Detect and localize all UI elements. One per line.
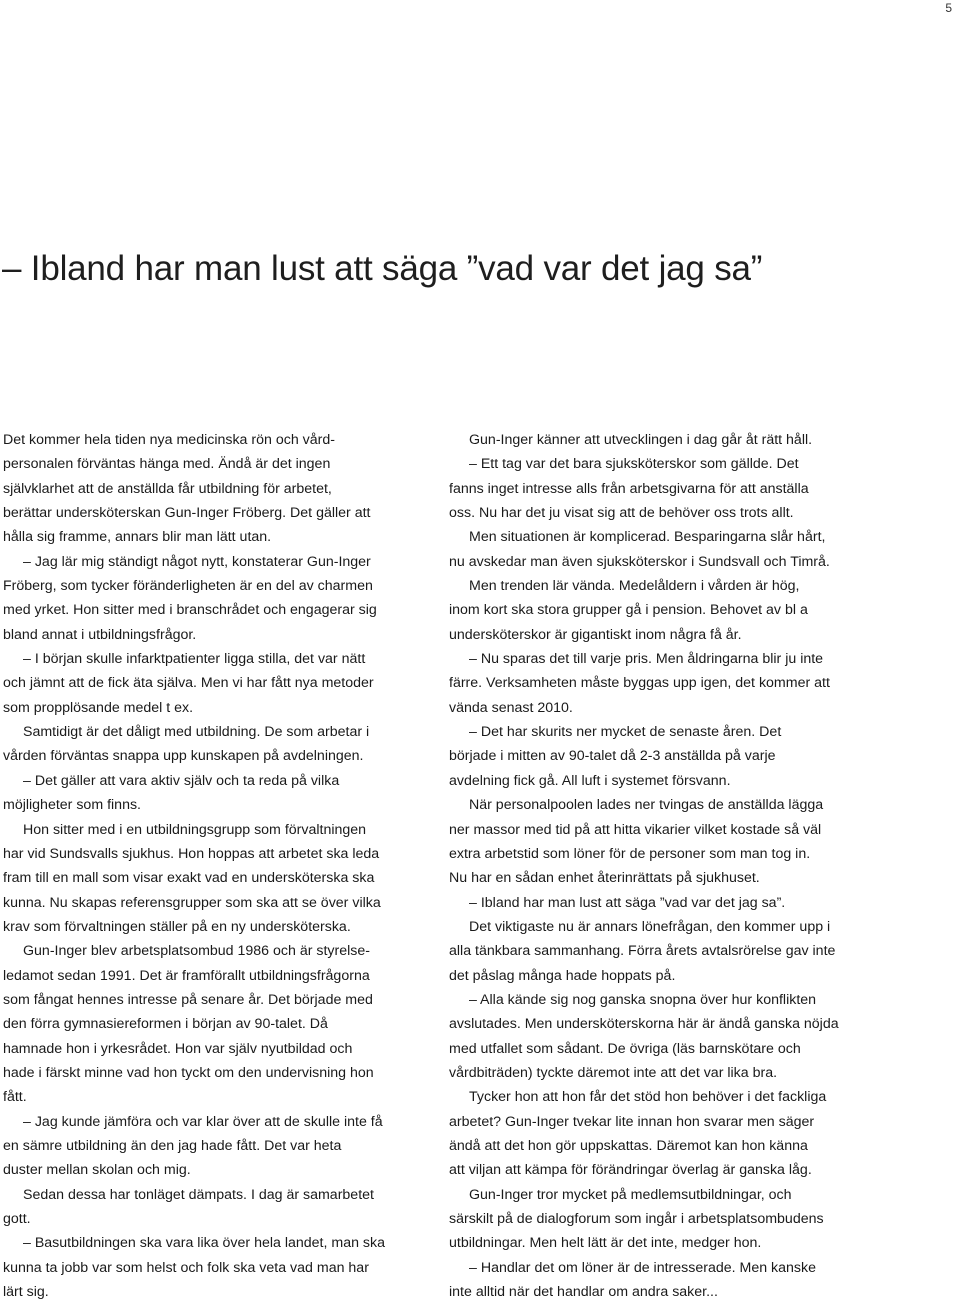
text-line: duster mellan skolan och mig. (3, 1162, 191, 1179)
text-line: vårdbiträden) tyckte däremot inte att det var lika bra. (449, 1064, 778, 1081)
text-line: – I början skulle infarktpatienter ligga stilla, det var nätt (23, 651, 366, 668)
text-line: avslutades. Men undersköterskorna här är ändå ganska nöjda (449, 1016, 839, 1033)
text-line: Gun-Inger blev arbetsplatsombud 1986 och är styrelse- (23, 943, 370, 960)
text-line: det påslag många hade hoppats på. (449, 967, 676, 984)
text-line: fram till en mall som visar exakt vad en undersköterska ska (3, 870, 375, 887)
text-line: som propplösande medel t ex. (3, 699, 194, 716)
text-line: kunna. Nu skapas referensgrupper som ska att se över vilka (3, 894, 381, 911)
text-line: oss. Nu har det ju visat sig att de behöver oss trots allt. (449, 505, 794, 522)
text-line: – Jag lär mig ständigt något nytt, konstaterar Gun-Inger (23, 553, 371, 570)
text-line: en sämre utbildning än den jag hade fått. Det var heta (3, 1137, 342, 1154)
text-line: undersköterskor är gigantiskt inom några få år. (449, 626, 742, 643)
text-line: med utfallet som sådant. De övriga (läs barnskötare och (449, 1040, 801, 1057)
text-line: Samtidigt är det dåligt med utbildning. De som arbetar i (23, 724, 370, 741)
text-line: – Det har skurits ner mycket de senaste åren. Det (469, 724, 782, 741)
text-line: – Basutbildningen ska vara lika över hela landet, man ska (23, 1235, 385, 1252)
text-line: arbetet? Gun-Inger tvekar lite innan hon svarar men säger (449, 1113, 815, 1130)
text-line: – Ett tag var det bara sjuksköterskor som gällde. Det (469, 456, 799, 473)
text-line: Nu har en sådan enhet återinrättats på sjukhuset. (449, 870, 760, 887)
text-line: Sedan dessa har tonläget dämpats. I dag är samarbetet (23, 1186, 374, 1203)
text-line: självklarhet att de anställda får utbildning för arbetet, (3, 480, 332, 497)
text-line: Men situationen är komplicerad. Besparingarna slår hårt, (469, 529, 826, 546)
text-line: att viljan att kämpa för förändringar överlag är ganska låg. (449, 1162, 812, 1179)
text-line: vända senast 2010. (449, 699, 573, 716)
text-line: den förra gymnasiereformen i början av 90-talet. Då (3, 1016, 328, 1033)
text-line: krav som förvaltningen ställer på en ny undersköterska. (3, 918, 351, 935)
text-line: hamnade hon i yrkesrådet. Hon var själv nyutbildad och (3, 1040, 353, 1057)
text-line: hålla sig framme, annars blir man lätt utan. (3, 529, 272, 546)
text-line: bland annat i utbildningsfrågor. (3, 626, 197, 643)
text-line: avdelning fick gå. All luft i systemet försvann. (449, 772, 731, 789)
text-line: och jämnt att de fick äta själva. Men vi har fått nya metoder (3, 675, 374, 692)
left-column (3, 428, 433, 1304)
text-line: – Det gäller att vara aktiv själv och ta reda på vilka (23, 772, 340, 789)
text-line: ner massor med tid på att hitta vikarier vilket kostade så väl (449, 821, 822, 838)
right-column (449, 428, 869, 1304)
text-line: färre. Verksamheten måste byggas upp igen, det kommer att (449, 675, 830, 692)
text-line: lärt sig. (3, 1284, 49, 1301)
text-line: – Jag kunde jämföra och var klar över att de skulle inte få (23, 1113, 383, 1130)
article-headline: – Ibland har man lust att säga ”vad var det jag sa” (2, 249, 763, 288)
text-line: nu avskedar man även sjuksköterskor i Sundsvall och Timrå. (449, 553, 830, 570)
text-line: – Handlar det om löner är de intresserade. Men kanske (469, 1259, 816, 1276)
text-line: ändå att det hon gör uppskattas. Däremot kan hon känna (449, 1137, 808, 1154)
text-line: Tycker hon att hon får det stöd hon behöver i det fackliga (469, 1089, 827, 1106)
text-line: inom kort ska stora grupper gå i pension. Behovet av bl a (449, 602, 808, 619)
text-line: utbildningar. Men helt lätt är det inte, medger hon. (449, 1235, 762, 1252)
text-line: vården förväntas snappa upp kunskapen på avdelningen. (3, 748, 364, 765)
text-line: Men trenden lär vända. Medelåldern i vården är hög, (469, 578, 800, 595)
text-line: Fröberg, som tycker föränderligheten är en del av charmen (3, 578, 373, 595)
text-line: som fångat hennes intresse på senare år. Det började med (3, 991, 373, 1008)
text-line: har vid Sundsvalls sjukhus. Hon hoppas att arbetet ska leda (3, 845, 380, 862)
text-line: – Ibland har man lust att säga ”vad var det jag sa”. (469, 894, 786, 911)
text-line: ledamot sedan 1991. Det är framförallt utbildningsfrågorna (3, 967, 370, 984)
page-number: 5 (945, 1, 952, 15)
text-line: fanns inget intresse alls från arbetsgivarna för att anställa (449, 480, 809, 497)
text-line: började i mitten av 90-talet då 2-3 anställda på varje (449, 748, 776, 765)
text-line: hade i färskt minne vad hon tyckt om den undervisning hon (3, 1064, 374, 1081)
text-line: Det kommer hela tiden nya medicinska rön och vård- (3, 432, 335, 448)
text-line: personalen förväntas hänga med. Ändå är det ingen (3, 456, 331, 473)
text-line: inte alltid när det handlar om andra saker... (449, 1284, 718, 1301)
text-line: möjligheter som finns. (3, 797, 141, 814)
text-line: fått. (3, 1089, 27, 1106)
text-line: gott. (3, 1211, 31, 1227)
text-line: – Nu sparas det till varje pris. Men åldringarna blir ju inte (469, 651, 824, 668)
text-line: Det viktigaste nu är annars lönefrågan, den kommer upp i (469, 918, 831, 935)
text-line: alla tänkbara sammanhang. Förra årets avtalsrörelse gav inte (449, 943, 836, 960)
text-line: med yrket. Hon sitter med i branschrådet och engagerar sig (3, 602, 377, 619)
text-line: Hon sitter med i en utbildningsgrupp som förvaltningen (23, 821, 367, 838)
text-line: Gun-Inger känner att utvecklingen i dag går åt rätt håll. (469, 432, 813, 448)
text-line: berättar undersköterskan Gun-Inger Fröberg. Det gäller att (3, 505, 371, 522)
text-line: – Alla kände sig nog ganska snopna över hur konflikten (469, 991, 817, 1008)
text-line: kunna ta jobb var som helst och folk ska veta vad man har (3, 1259, 369, 1276)
text-line: särskilt på de dialogforum som ingår i arbetsplatsombudens (449, 1211, 824, 1227)
text-line: Gun-Inger tror mycket på medlemsutbildningar, och (469, 1186, 792, 1203)
text-line: extra arbetstid som löner för de personer som man tog in. (449, 845, 811, 862)
text-line: När personalpoolen lades ner tvingas de anställda lägga (469, 797, 824, 814)
